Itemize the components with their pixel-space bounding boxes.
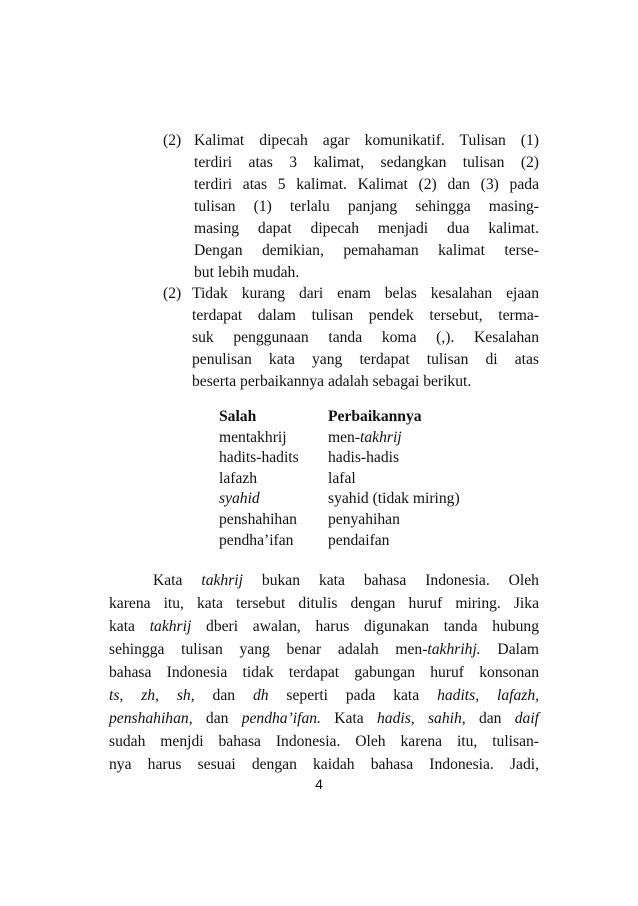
list-marker-1: (2) [163,132,182,149]
header-salah: Salah [219,408,257,425]
list-item-2-line-3: suk penggunaan tanda koma (,). Kesalahan [192,329,539,346]
wrong-word: penshahihan [219,510,297,528]
paragraph-line-8: sudah menjdi bahasa Indonesia. Oleh karena itu, tulisan- [109,733,539,750]
wrong-word: syahid [219,490,260,508]
correction-table [219,407,519,551]
paragraph-line-9: nya harus sesuai dengan kaidah bahasa Indonesia. Jadi, [109,756,539,773]
wrong-word: pendha’ifan [219,531,294,549]
paragraph-line-4: sehingga tulisan yang benar adalah men-takhrihj. Dalam [109,641,539,658]
list-item-1-line-2: terdiri atas 3 kalimat, sedangkan tulisan (2) [194,154,539,171]
corrected-word: hadis-hadis [328,449,400,467]
wrong-word: hadits-hadits [219,449,299,467]
table-row [219,531,519,552]
corrected-word: penyahihan [328,510,400,528]
list-item-2-line-2: terdapat dalam tulisan pendek tersebut, terma- [192,307,539,324]
table-header-row [219,407,519,428]
table-row [219,428,519,449]
list-item-1-line-1: Kalimat dipecah agar komunikatif. Tulisan (1) [194,132,539,149]
list-marker-2: (2) [163,285,182,302]
corrected-word: lafal [328,469,356,487]
header-perbaikannya: Perbaikannya [328,408,422,425]
paragraph-line-7: penshahihan, dan pendha’ifan. Kata hadis, sahih, dan daif [109,710,540,727]
paragraph-line-1: Kata takhrij bukan kata bahasa Indonesia. Oleh [153,572,539,589]
corrected-word: syahid (tidak miring) [328,490,460,508]
page-number: 4 [315,776,323,792]
wrong-word: mentakhrij [219,428,287,446]
list-item-1-line-5: masing dapat dipecah menjadi dua kalimat. [194,220,539,237]
corrected-word: pendaifan [328,531,390,549]
list-item-1-line-7: but lebih mudah. [194,264,300,281]
table-row [219,489,519,510]
list-item-2-line-1: Tidak kurang dari enam belas kesalahan ejaan [192,285,539,302]
table-row [219,469,519,490]
list-item-2-line-5: beserta perbaikannya adalah sebagai berikut. [192,373,472,390]
list-item-2-line-4: penulisan kata yang terdapat tulisan di atas [192,351,539,368]
paragraph-line-6: ts, zh, sh, dan dh seperti pada kata hadits, lafazh, [109,687,540,704]
paragraph-line-2: karena itu, kata tersebut ditulis dengan huruf miring. Jika [109,595,539,612]
table-row [219,510,519,531]
paragraph-line-3: kata takhrij dberi awalan, harus digunakan tanda hubung [109,618,539,635]
list-item-1-line-3: terdiri atas 5 kalimat. Kalimat (2) dan (3) pada [194,176,539,193]
paragraph-line-5: bahasa Indonesia tidak terdapat gabungan huruf konsonan [109,664,539,681]
wrong-word: lafazh [219,469,258,487]
corrected-word: men-takhrij [328,428,402,446]
table-row [219,448,519,469]
list-item-1-line-4: tulisan (1) terlalu panjang sehingga masing- [194,198,539,215]
list-item-1-line-6: Dengan demikian, pemahaman kalimat terse- [194,242,539,259]
